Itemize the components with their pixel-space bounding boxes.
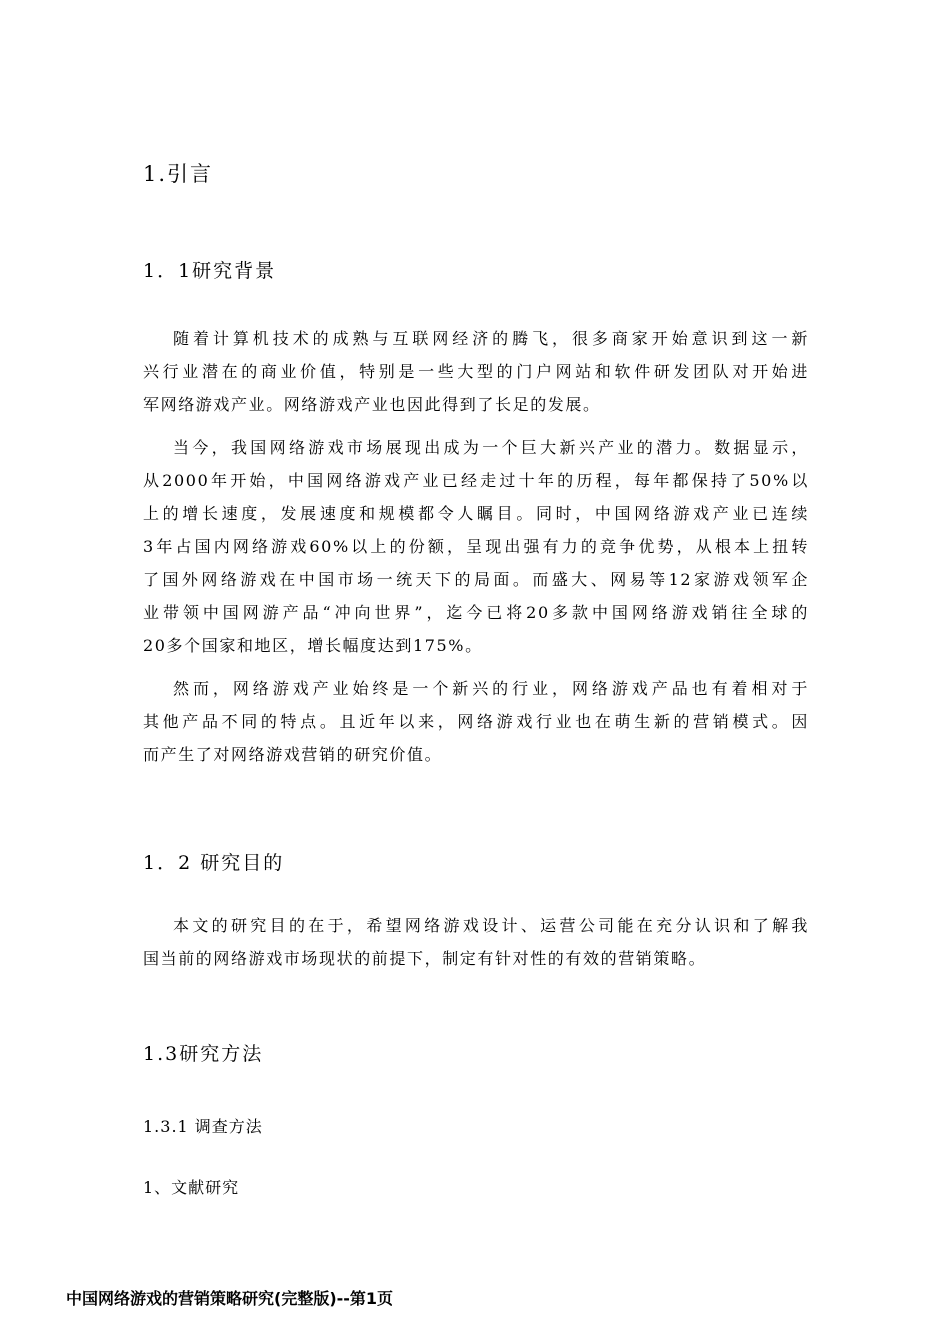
subsection-heading-survey: 1.3.1 调查方法 [143,1117,263,1136]
paragraph-line: 从2000年开始，中国网络游戏产业已经走过十年的历程，每年都保持了50%以 [143,471,809,490]
paragraph-line: 而产生了对网络游戏营销的研究价值。 [143,745,443,764]
list-item-literature: 1、文献研究 [143,1178,240,1197]
paragraph-background-2 [143,431,809,662]
paragraph-line: 随着计算机技术的成熟与互联网经济的腾飞，很多商家开始意识到这一新 [173,329,809,348]
section-heading-background: 1．1研究背景 [143,260,277,282]
paragraph-line: 军网络游戏产业。网络游戏产业也因此得到了长足的发展。 [143,395,601,414]
section-heading-methods: 1.3研究方法 [143,1043,264,1065]
section-heading-purpose: 1．2 研究目的 [143,852,285,874]
paragraph-line: 20多个国家和地区，增长幅度达到175%。 [143,636,483,655]
paragraph-background-1 [143,322,809,421]
page-footer: 中国网络游戏的营销策略研究(完整版)--第1页 [66,1289,394,1308]
paragraph-line: 国当前的网络游戏市场现状的前提下，制定有针对性的有效的营销策略。 [143,949,707,968]
paragraph-line: 上的增长速度，发展速度和规模都令人瞩目。同时，中国网络游戏产业已连续 [143,504,809,523]
paragraph-line: 兴行业潜在的商业价值，特别是一些大型的门户网站和软件研发团队对开始进 [143,362,809,381]
paragraph-line: 了国外网络游戏在中国市场一统天下的局面。而盛大、网易等12家游戏领军企 [143,570,809,589]
paragraph-background-3 [143,672,809,771]
chapter-heading: 1.引言 [143,162,214,186]
paragraph-line: 当今，我国网络游戏市场展现出成为一个巨大新兴产业的潜力。数据显示， [173,438,809,457]
paragraph-line: 其他产品不同的特点。且近年以来，网络游戏行业也在萌生新的营销模式。因 [143,712,809,731]
paragraph-line: 然而，网络游戏产业始终是一个新兴的行业，网络游戏产品也有着相对于 [173,679,809,698]
paragraph-line: 3年占国内网络游戏60%以上的份额，呈现出强有力的竞争优势，从根本上扭转 [143,537,809,556]
paragraph-purpose [143,909,809,975]
paragraph-line: 业带领中国网游产品“冲向世界”，迄今已将20多款中国网络游戏销往全球的 [143,603,809,622]
paragraph-line: 本文的研究目的在于，希望网络游戏设计、运营公司能在充分认识和了解我 [173,916,809,935]
